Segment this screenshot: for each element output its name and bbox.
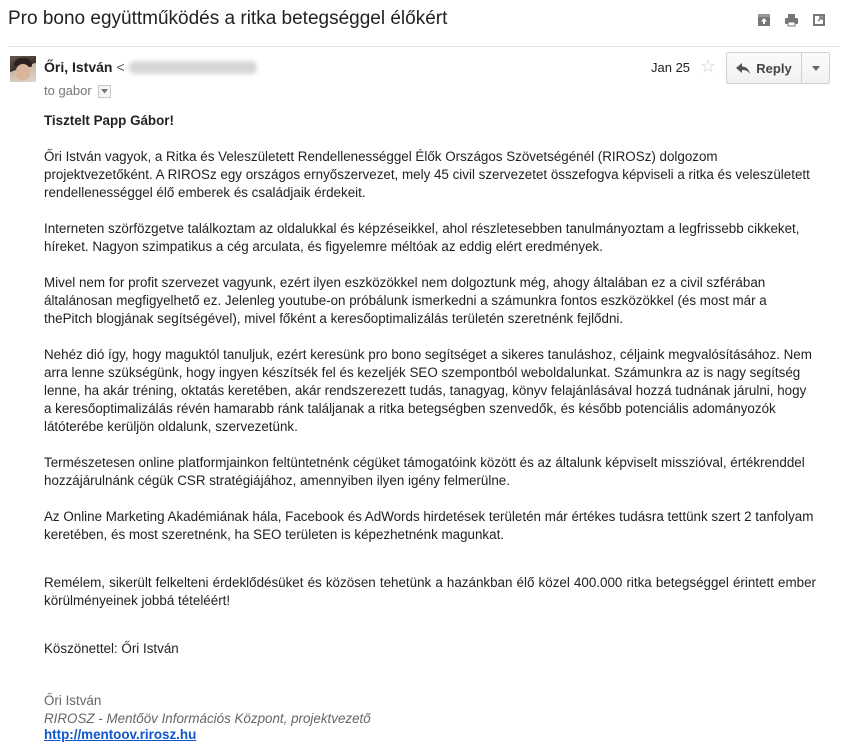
recipient-line <box>44 83 111 98</box>
paragraph-offer: Természetesen online platformjainkon feltüntetnénk cégüket támogatóink között és az általunk képviselt misszióval, értékrenddel hozzájárulnánk cégük CSR stratégiájához, amennyiben ilyen igény felmerülne. <box>44 455 805 488</box>
reply-label: Reply <box>756 60 792 76</box>
reply-arrow-icon <box>736 63 750 74</box>
avatar[interactable] <box>10 56 36 82</box>
paragraph-academy: Az Online Marketing Akadémiának hála, Facebook és AdWords hirdetések területén már értékes tudásra tettünk szert 2 tanfolyam keretében, és most szeretnénk, ha SEO területen is képezhetnénk magunkat. <box>44 509 814 542</box>
closing: Köszönettel: Őri István <box>44 641 179 656</box>
message-body <box>44 112 816 742</box>
sender-email-bracket: < <box>116 59 125 75</box>
paragraph-hope: Remélem, sikerült felkelteni érdeklődésüket és közösen tehetünk a hazánkban élő közel 400.000 ritka betegséggel érintett ember körülményeinek jobbá tételéért! <box>44 575 816 608</box>
email-subject: Pro bono együttműködés a ritka betegséggel élőkért <box>8 8 448 29</box>
chevron-down-icon <box>812 66 820 71</box>
signature-name: Őri István <box>44 693 102 708</box>
recipient-label: to gabor <box>44 83 92 98</box>
message-date: Jan 25 <box>651 60 691 75</box>
sender-email-redacted <box>129 61 257 74</box>
print-icon[interactable] <box>784 13 799 27</box>
sender-line <box>44 59 257 75</box>
reply-group <box>726 52 830 84</box>
paragraph-nonprofit: Mivel nem for profit szervezet vagyunk, ezért ilyen eszközökkel nem dolgoztunk még, ahogy általában ez a civil szférában általánosan megfigyelhető ez. Jelenleg youtube-on próbálunk ismerkedni a számunkra fontos eszközökkel (és most már a thePitch blogjának segítségével), mivel főként a keresőoptimalizálás területén szeretnénk fejlődni. <box>44 275 767 326</box>
star-icon[interactable]: ☆ <box>700 56 717 76</box>
sender-name[interactable]: Őri, István <box>44 59 113 75</box>
greeting: Tisztelt Papp Gábor! <box>44 113 174 128</box>
show-details-caret-icon[interactable] <box>98 85 111 98</box>
signature-organization: RIROSZ - Mentőöv Információs Központ, projektvezető <box>44 711 371 726</box>
paragraph-request: Nehéz dió így, hogy maguktól tanuljuk, ezért keresünk pro bono segítséget a sikeres tanuláshoz, céljaink megvalósításához. Nem arra lenne szükségünk, hogy ingyen készítsék fel és kezeljék SEO szempontból weboldalunkat. Számunkra az is nagy segítség lenne, ha akár tréning, oktatás keretében, akár rendszerezett tudás, tanagyag, könyv felajánlásával hozzá tudnának járulni, hogy a keresőoptimalizálás révén hamarabb ránk találjanak a ritka betegségben szenvedők, és később potenciális adományozók látóterébe kerüljön oldalunk, szervezetünk. <box>44 347 812 434</box>
open-in-new-window-icon[interactable] <box>812 13 826 27</box>
signature-link[interactable]: http://mentoov.rirosz.hu <box>44 727 197 742</box>
archive-icon[interactable] <box>757 13 771 27</box>
reply-button[interactable] <box>727 53 802 83</box>
more-actions-button[interactable] <box>802 53 829 83</box>
paragraph-intro: Őri István vagyok, a Ritka és Veleszületett Rendellenességgel Élők Országos Szövetségénél (RIROSz) dolgozom projektvezetőként. A RIROSz egy országos ernyőszervezet, mely 45 civil szervezetet összefogva képviseli a ritka és veleszületett rendellenességgel élő emberek és családjaik érdekeit. <box>44 149 810 200</box>
header-divider <box>8 46 840 47</box>
paragraph-discovery: Interneten szörfözgetve találkoztam az oldalukkal és képzéseikkel, ahol részletesebben tanulmányoztam a legfrissebb cikkeket, híreket. Nagyon szimpatikus a cég arculata, és figyelemre méltóak az eddig elért eredmények. <box>44 221 800 254</box>
thread-actions <box>757 13 826 27</box>
